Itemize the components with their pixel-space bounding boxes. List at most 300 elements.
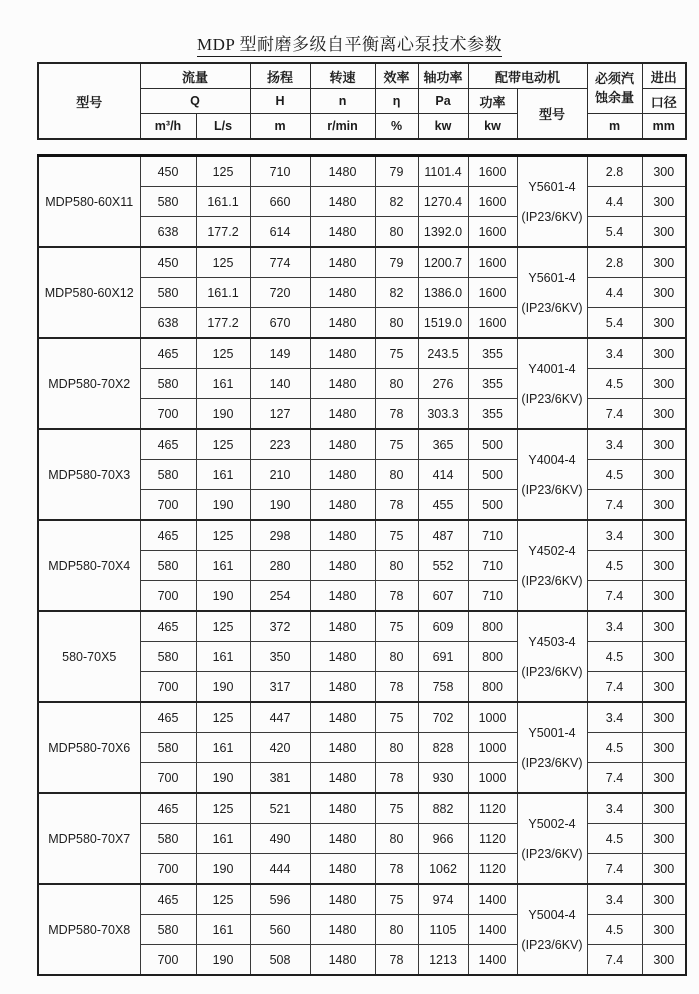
table-row [38,156,686,187]
cell-dn: 300 [642,945,686,976]
cell-q-m3h: 465 [140,520,196,551]
cell-q-ls: 190 [196,672,250,703]
cell-q-ls: 161 [196,915,250,945]
cell-n: 1480 [310,793,375,824]
cell-eta: 75 [375,429,418,460]
table-row [38,338,686,369]
table-row [38,520,686,551]
cell-n: 1480 [310,763,375,794]
cell-pump-model: MDP580-60X12 [38,247,140,338]
cell-pa: 691 [418,642,468,672]
cell-eta: 78 [375,854,418,885]
header-flow-symbol: Q [140,89,250,114]
cell-motor-model [517,520,587,611]
cell-pump-model: MDP580-70X8 [38,884,140,975]
cell-pa: 1519.0 [418,308,468,339]
cell-h: 660 [250,187,310,217]
header-shaft-power: 轴功率 [418,63,468,89]
cell-dn: 300 [642,915,686,945]
cell-motor-model [517,247,587,338]
cell-q-m3h: 465 [140,611,196,642]
cell-motor-kw: 500 [468,429,517,460]
cell-dn: 300 [642,429,686,460]
cell-h: 254 [250,581,310,612]
cell-pa: 414 [418,460,468,490]
cell-pa: 1392.0 [418,217,468,248]
cell-eta: 80 [375,824,418,854]
cell-eta: 78 [375,581,418,612]
cell-q-ls: 177.2 [196,308,250,339]
motor-spec-text: (IP23/6KV) [521,664,583,679]
cell-npsh: 5.4 [587,217,642,248]
cell-motor-kw: 1400 [468,945,517,976]
cell-q-m3h: 580 [140,369,196,399]
cell-dn: 300 [642,338,686,369]
cell-h: 298 [250,520,310,551]
cell-n: 1480 [310,217,375,248]
cell-h: 372 [250,611,310,642]
cell-n: 1480 [310,611,375,642]
cell-dn: 300 [642,824,686,854]
cell-eta: 75 [375,520,418,551]
cell-q-m3h: 700 [140,854,196,885]
cell-npsh: 3.4 [587,884,642,915]
cell-q-ls: 161.1 [196,278,250,308]
header-speed: 转速 [310,63,375,89]
cell-q-ls: 161 [196,369,250,399]
cell-eta: 78 [375,399,418,430]
cell-pa: 1200.7 [418,247,468,278]
cell-n: 1480 [310,551,375,581]
cell-motor-kw: 1600 [468,308,517,339]
header-motor-power-unit: kw [468,114,517,140]
cell-q-ls: 190 [196,763,250,794]
cell-q-ls: 161 [196,642,250,672]
cell-h: 420 [250,733,310,763]
cell-q-ls: 125 [196,429,250,460]
cell-q-ls: 125 [196,247,250,278]
cell-q-m3h: 465 [140,702,196,733]
cell-q-m3h: 638 [140,308,196,339]
cell-q-m3h: 700 [140,763,196,794]
cell-npsh: 2.8 [587,247,642,278]
cell-npsh: 2.8 [587,156,642,187]
cell-npsh: 3.4 [587,793,642,824]
cell-n: 1480 [310,945,375,976]
cell-pa: 609 [418,611,468,642]
cell-q-ls: 161.1 [196,187,250,217]
cell-pump-model: MDP580-70X4 [38,520,140,611]
table-row [38,702,686,733]
motor-spec-text: (IP23/6KV) [521,846,583,861]
cell-motor-kw: 710 [468,520,517,551]
cell-pa: 758 [418,672,468,703]
cell-motor-kw: 1600 [468,187,517,217]
cell-motor-kw: 355 [468,338,517,369]
cell-pump-model: MDP580-70X6 [38,702,140,793]
cell-npsh: 4.5 [587,369,642,399]
cell-dn: 300 [642,369,686,399]
cell-n: 1480 [310,399,375,430]
cell-q-m3h: 580 [140,551,196,581]
cell-pump-model: 580-70X5 [38,611,140,702]
cell-q-ls: 190 [196,490,250,521]
cell-pa: 607 [418,581,468,612]
header-speed-unit: r/min [310,114,375,140]
cell-h: 190 [250,490,310,521]
header-npsh-line1: 必须汽 [595,70,635,86]
header-speed-symbol: n [310,89,375,114]
cell-dn: 300 [642,702,686,733]
header-npsh-unit: m [587,114,642,140]
cell-dn: 300 [642,490,686,521]
cell-pa: 243.5 [418,338,468,369]
cell-q-ls: 161 [196,460,250,490]
cell-motor-kw: 800 [468,672,517,703]
cell-q-ls: 161 [196,733,250,763]
cell-h: 444 [250,854,310,885]
cell-q-m3h: 465 [140,338,196,369]
cell-q-m3h: 700 [140,399,196,430]
motor-spec-text: (IP23/6KV) [521,482,583,497]
cell-pa: 365 [418,429,468,460]
cell-h: 381 [250,763,310,794]
cell-eta: 78 [375,490,418,521]
cell-eta: 80 [375,551,418,581]
motor-model-text: Y4503-4 [528,634,576,649]
cell-npsh: 7.4 [587,854,642,885]
cell-npsh: 4.5 [587,460,642,490]
cell-motor-model [517,884,587,975]
cell-motor-kw: 710 [468,551,517,581]
cell-q-m3h: 580 [140,642,196,672]
cell-npsh: 3.4 [587,338,642,369]
header-efficiency-symbol: η [375,89,418,114]
cell-motor-model [517,429,587,520]
cell-pump-model: MDP580-70X7 [38,793,140,884]
table-row [38,611,686,642]
cell-n: 1480 [310,156,375,187]
cell-dn: 300 [642,793,686,824]
cell-dn: 300 [642,187,686,217]
cell-pa: 1213 [418,945,468,976]
table-row [38,793,686,824]
cell-dn: 300 [642,611,686,642]
cell-n: 1480 [310,490,375,521]
cell-pa: 930 [418,763,468,794]
cell-n: 1480 [310,824,375,854]
cell-motor-model [517,156,587,248]
cell-eta: 82 [375,187,418,217]
motor-model-text: Y5004-4 [528,907,576,922]
header-port-line2: 口径 [642,89,686,114]
cell-h: 140 [250,369,310,399]
cell-q-m3h: 580 [140,824,196,854]
cell-dn: 300 [642,763,686,794]
cell-motor-model [517,793,587,884]
header-motor: 配带电动机 [468,63,587,89]
cell-eta: 78 [375,672,418,703]
cell-q-ls: 161 [196,824,250,854]
technical-table-header [37,62,687,140]
cell-dn: 300 [642,733,686,763]
cell-pa: 276 [418,369,468,399]
page-title [0,0,699,57]
cell-eta: 75 [375,338,418,369]
cell-q-ls: 177.2 [196,217,250,248]
motor-model-text: Y4004-4 [528,452,576,467]
cell-q-ls: 190 [196,945,250,976]
header-port-line1: 进出 [642,63,686,89]
cell-dn: 300 [642,278,686,308]
cell-h: 720 [250,278,310,308]
cell-eta: 80 [375,308,418,339]
cell-n: 1480 [310,460,375,490]
cell-pump-model: MDP580-60X11 [38,156,140,248]
cell-n: 1480 [310,915,375,945]
cell-h: 490 [250,824,310,854]
cell-npsh: 4.4 [587,187,642,217]
cell-pump-model: MDP580-70X3 [38,429,140,520]
cell-pa: 487 [418,520,468,551]
cell-pa: 1105 [418,915,468,945]
cell-h: 447 [250,702,310,733]
cell-pa: 303.3 [418,399,468,430]
header-shaft-power-symbol: Pa [418,89,468,114]
cell-eta: 75 [375,884,418,915]
cell-pa: 1270.4 [418,187,468,217]
cell-n: 1480 [310,672,375,703]
cell-dn: 300 [642,156,686,187]
cell-n: 1480 [310,247,375,278]
cell-eta: 80 [375,217,418,248]
cell-pa: 1062 [418,854,468,885]
cell-n: 1480 [310,702,375,733]
cell-eta: 82 [375,278,418,308]
table-row [38,429,686,460]
cell-motor-kw: 1400 [468,915,517,945]
header-npsh-line2: 蚀余量 [595,89,635,105]
cell-q-ls: 190 [196,399,250,430]
motor-model-text: Y4502-4 [528,543,576,558]
cell-eta: 75 [375,793,418,824]
cell-npsh: 4.5 [587,915,642,945]
cell-q-m3h: 580 [140,915,196,945]
header-head-symbol: H [250,89,310,114]
header-motor-power: 功率 [468,89,517,114]
cell-q-m3h: 580 [140,278,196,308]
cell-motor-kw: 1400 [468,884,517,915]
header-head: 扬程 [250,63,310,89]
cell-pa: 552 [418,551,468,581]
cell-motor-kw: 1600 [468,217,517,248]
cell-dn: 300 [642,642,686,672]
cell-pa: 966 [418,824,468,854]
motor-spec-text: (IP23/6KV) [521,391,583,406]
cell-dn: 300 [642,581,686,612]
cell-q-m3h: 580 [140,187,196,217]
header-npsh [587,63,642,114]
cell-q-ls: 125 [196,611,250,642]
cell-h: 670 [250,308,310,339]
cell-dn: 300 [642,399,686,430]
cell-n: 1480 [310,278,375,308]
cell-eta: 80 [375,915,418,945]
cell-h: 223 [250,429,310,460]
cell-dn: 300 [642,520,686,551]
cell-npsh: 3.4 [587,429,642,460]
cell-h: 774 [250,247,310,278]
cell-h: 350 [250,642,310,672]
cell-n: 1480 [310,308,375,339]
cell-npsh: 7.4 [587,490,642,521]
cell-q-ls: 125 [196,793,250,824]
cell-pump-model: MDP580-70X2 [38,338,140,429]
cell-q-ls: 190 [196,581,250,612]
cell-h: 149 [250,338,310,369]
motor-model-text: Y5601-4 [528,270,576,285]
cell-eta: 78 [375,945,418,976]
motor-spec-text: (IP23/6KV) [521,755,583,770]
header-port-unit: mm [642,114,686,140]
cell-dn: 300 [642,217,686,248]
cell-q-ls: 125 [196,884,250,915]
cell-q-ls: 161 [196,551,250,581]
cell-q-m3h: 450 [140,247,196,278]
cell-motor-kw: 710 [468,581,517,612]
cell-q-ls: 125 [196,520,250,551]
cell-motor-kw: 1120 [468,854,517,885]
page-title-text: MDP 型耐磨多级自平衡离心泵技术参数 [197,30,502,57]
cell-motor-model [517,611,587,702]
header-efficiency-unit: % [375,114,418,140]
cell-n: 1480 [310,884,375,915]
header-flow: 流量 [140,63,250,89]
motor-model-text: Y4001-4 [528,361,576,376]
technical-table-body [37,154,687,976]
header-motor-model: 型号 [517,89,587,140]
cell-q-ls: 125 [196,338,250,369]
cell-q-ls: 125 [196,702,250,733]
cell-pa: 882 [418,793,468,824]
cell-motor-kw: 1000 [468,763,517,794]
cell-npsh: 7.4 [587,945,642,976]
cell-h: 614 [250,217,310,248]
cell-n: 1480 [310,429,375,460]
cell-dn: 300 [642,672,686,703]
cell-motor-kw: 500 [468,460,517,490]
cell-q-m3h: 580 [140,733,196,763]
cell-dn: 300 [642,308,686,339]
cell-npsh: 4.5 [587,824,642,854]
cell-npsh: 4.4 [587,278,642,308]
cell-motor-kw: 355 [468,369,517,399]
cell-npsh: 3.4 [587,611,642,642]
cell-n: 1480 [310,642,375,672]
cell-motor-kw: 1600 [468,156,517,187]
cell-h: 710 [250,156,310,187]
cell-dn: 300 [642,460,686,490]
cell-npsh: 7.4 [587,672,642,703]
motor-model-text: Y5601-4 [528,179,576,194]
header-flow-unit-m3h: m³/h [140,114,196,140]
cell-motor-model [517,702,587,793]
cell-npsh: 5.4 [587,308,642,339]
header-flow-unit-ls: L/s [196,114,250,140]
cell-pa: 1101.4 [418,156,468,187]
cell-eta: 78 [375,763,418,794]
cell-npsh: 7.4 [587,581,642,612]
cell-h: 127 [250,399,310,430]
cell-dn: 300 [642,854,686,885]
cell-q-m3h: 450 [140,156,196,187]
cell-pa: 1386.0 [418,278,468,308]
cell-q-m3h: 638 [140,217,196,248]
motor-model-text: Y5001-4 [528,725,576,740]
cell-n: 1480 [310,369,375,399]
cell-eta: 80 [375,460,418,490]
cell-n: 1480 [310,733,375,763]
motor-model-text: Y5002-4 [528,816,576,831]
cell-npsh: 7.4 [587,399,642,430]
cell-n: 1480 [310,520,375,551]
header-model: 型号 [38,63,140,139]
cell-eta: 79 [375,247,418,278]
cell-h: 508 [250,945,310,976]
header-efficiency: 效率 [375,63,418,89]
cell-motor-kw: 800 [468,642,517,672]
cell-h: 317 [250,672,310,703]
cell-eta: 75 [375,702,418,733]
cell-motor-kw: 1120 [468,793,517,824]
cell-q-m3h: 580 [140,460,196,490]
cell-dn: 300 [642,551,686,581]
cell-q-m3h: 700 [140,672,196,703]
cell-h: 210 [250,460,310,490]
cell-motor-kw: 1600 [468,247,517,278]
cell-eta: 80 [375,642,418,672]
cell-motor-kw: 355 [468,399,517,430]
cell-q-m3h: 700 [140,581,196,612]
motor-spec-text: (IP23/6KV) [521,300,583,315]
cell-motor-kw: 1600 [468,278,517,308]
cell-n: 1480 [310,854,375,885]
cell-dn: 300 [642,884,686,915]
cell-n: 1480 [310,187,375,217]
header-shaft-power-unit: kw [418,114,468,140]
cell-pa: 828 [418,733,468,763]
cell-motor-kw: 1000 [468,702,517,733]
cell-npsh: 7.4 [587,763,642,794]
cell-q-m3h: 465 [140,429,196,460]
cell-npsh: 3.4 [587,702,642,733]
cell-eta: 79 [375,156,418,187]
cell-q-ls: 190 [196,854,250,885]
cell-npsh: 4.5 [587,642,642,672]
cell-motor-model [517,338,587,429]
table-row [38,884,686,915]
cell-h: 521 [250,793,310,824]
cell-q-m3h: 465 [140,793,196,824]
cell-motor-kw: 1000 [468,733,517,763]
cell-q-ls: 125 [196,156,250,187]
cell-npsh: 4.5 [587,733,642,763]
cell-motor-kw: 800 [468,611,517,642]
cell-q-m3h: 700 [140,490,196,521]
cell-q-m3h: 700 [140,945,196,976]
cell-n: 1480 [310,338,375,369]
cell-npsh: 3.4 [587,520,642,551]
